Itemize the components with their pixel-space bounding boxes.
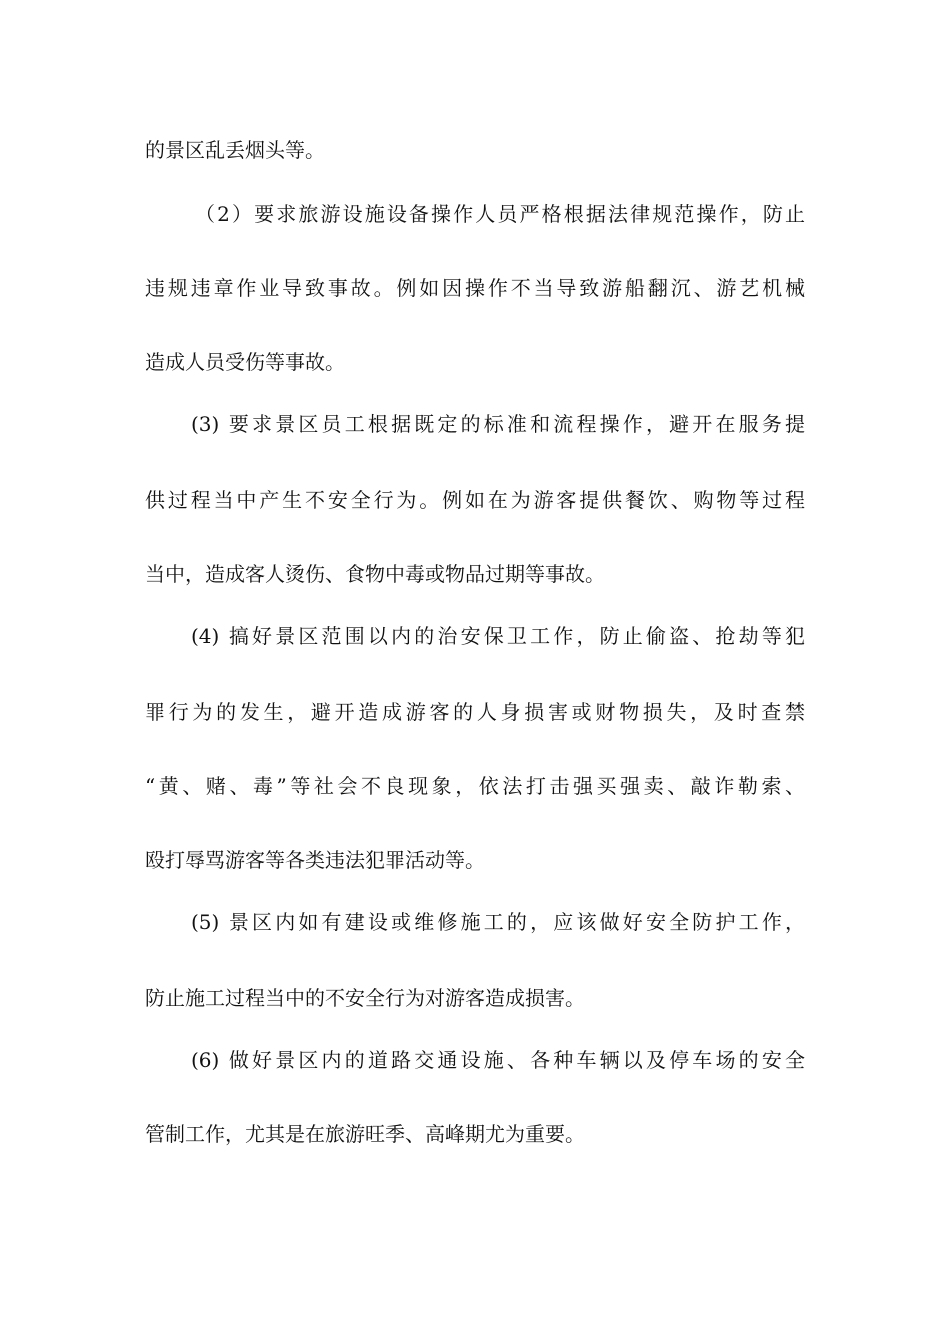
paragraph-4-line-3: “黄、赌、毒”等社会不良现象，依法打击强买强卖、敲诈勒索、: [145, 774, 805, 798]
paragraph-5-line-2: 防止施工过程当中的不安全行为对游客造成损害。: [145, 986, 585, 1010]
paragraph-2-line-3: 造成人员受伤等事故。: [145, 350, 345, 374]
paragraph-2-line-1: （2）要求旅游设施设备操作人员严格根据法律规范操作，防止: [195, 202, 805, 226]
paragraph-3-line-1: (3) 要求景区员工根据既定的标准和流程操作，避开在服务提: [191, 412, 805, 436]
paragraph-6-line-2: 管制工作，尤其是在旅游旺季、高峰期尤为重要。: [145, 1122, 585, 1146]
paragraph-5-line-1: (5) 景区内如有建设或维修施工的，应该做好安全防护工作，: [191, 910, 805, 934]
paragraph-3-line-3: 当中，造成客人烫伤、食物中毒或物品过期等事故。: [145, 562, 605, 586]
paragraph-6-line-1: (6) 做好景区内的道路交通设施、各种车辆以及停车场的安全: [191, 1048, 805, 1072]
paragraph-4-line-1: (4) 搞好景区范围以内的治安保卫工作，防止偷盗、抢劫等犯: [191, 624, 805, 648]
paragraph-4-line-4: 殴打辱骂游客等各类违法犯罪活动等。: [145, 848, 485, 872]
paragraph-4-line-2: 罪行为的发生，避开造成游客的人身损害或财物损失，及时查禁: [145, 700, 805, 724]
paragraph-2-line-2: 违规违章作业导致事故。例如因操作不当导致游船翻沉、游艺机械: [145, 276, 805, 300]
paragraph-3-line-2: 供过程当中产生不安全行为。例如在为游客提供餐饮、购物等过程: [145, 488, 805, 512]
text-line: 的景区乱丢烟头等。: [145, 138, 325, 162]
